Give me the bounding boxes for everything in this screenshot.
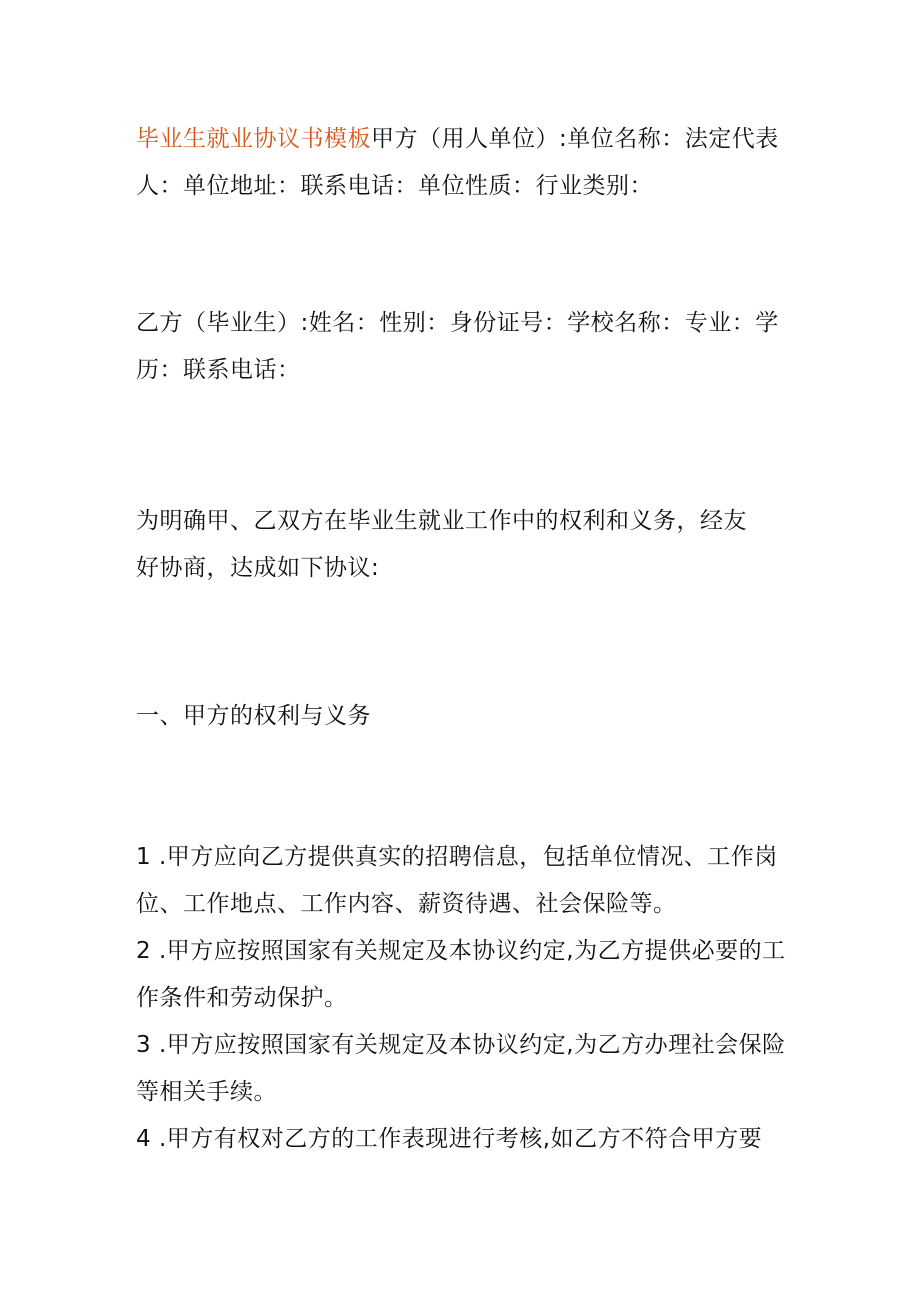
- section-1-item-list: [136, 834, 796, 1163]
- document-title: 毕业生就业协议书模板: [136, 126, 371, 152]
- intro-paragraph: 为明确甲、乙双方在毕业生就业工作中的权利和义务，经友好协商，达成如下协议:: [136, 508, 747, 581]
- section-1-heading: 一、甲方的权利与义务: [136, 703, 371, 729]
- list-item: 3 .甲方应按照国家有关规定及本协议约定,为乙方办理社会保险等相关手续。: [136, 1032, 786, 1105]
- list-item: 1 .甲方应向乙方提供真实的招聘信息，包括单位情况、工作岗位、工作地点、工作内容、薪资待遇、社会保险等。: [136, 844, 778, 917]
- party-b-paragraph: 乙方（毕业生）:姓名：性别：身份证号：学校名称：专业：学历：联系电话：: [136, 310, 779, 383]
- party-a-paragraph: [136, 116, 786, 210]
- list-item: 2 .甲方应按照国家有关规定及本协议约定,为乙方提供必要的工作条件和劳动保护。: [136, 938, 786, 1011]
- party-a-info: 甲方（用人单位）:单位名称：法定代表人：单位地址：联系电话：单位性质：行业类别：: [136, 126, 779, 199]
- list-item: 4 .甲方有权对乙方的工作表现进行考核,如乙方不符合甲方要: [136, 1126, 763, 1152]
